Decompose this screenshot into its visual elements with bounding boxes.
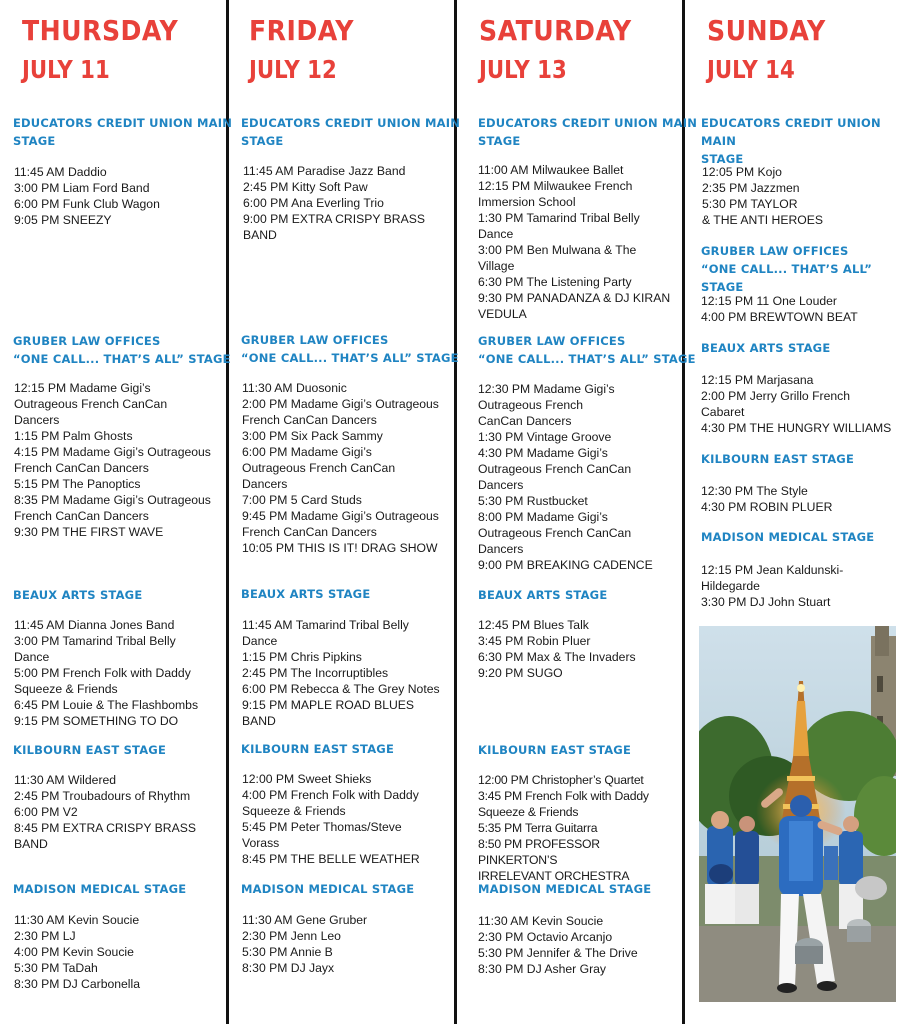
schedule-line: 6:00 PM V2	[14, 805, 78, 819]
stage-heading-beaux-arts: BEAUX ARTS STAGE	[701, 341, 831, 355]
schedule-line: 2:30 PM Jenn Leo	[242, 929, 341, 943]
stage-heading-kilbourn: KILBOURN EAST STAGE	[241, 742, 394, 756]
lineup-friday-kilbourn	[242, 771, 420, 867]
schedule-line: 11:30 AM Wildered	[14, 773, 117, 787]
stage-heading-line: “ONE CALL... THAT’S ALL” STAGE	[241, 351, 459, 365]
stage-heading-educators	[241, 114, 460, 150]
day-heading-saturday	[479, 14, 649, 84]
schedule-line: 10:05 PM THIS IS IT! DRAG SHOW	[242, 541, 438, 555]
schedule-line: 4:00 PM BREWTOWN BEAT	[701, 310, 858, 324]
schedule-line: BAND	[14, 837, 48, 851]
schedule-line: 12:15 PM 11 One Louder	[701, 294, 837, 308]
lineup-friday-beaux-arts	[242, 617, 440, 729]
schedule-line: Outrageous French CanCan	[14, 397, 168, 411]
stage-heading-beaux-arts: BEAUX ARTS STAGE	[13, 588, 143, 602]
lineup-friday-madison	[242, 912, 367, 976]
day-heading-sunday	[707, 14, 839, 84]
day-name: FRIDAY	[249, 14, 354, 47]
day-name: SATURDAY	[479, 14, 632, 47]
schedule-line: 1:15 PM Palm Ghosts	[14, 429, 133, 443]
schedule-line: 11:45 AM Paradise Jazz Band	[243, 164, 406, 178]
schedule-line: 1:15 PM Chris Pipkins	[242, 650, 362, 664]
stage-heading-line: GRUBER LAW OFFICES	[241, 333, 389, 347]
day-name: SUNDAY	[707, 14, 826, 47]
schedule-line: 9:15 PM SOMETHING TO DO	[14, 714, 179, 728]
schedule-line: 4:30 PM THE HUNGRY WILLIAMS	[701, 421, 892, 435]
lineup-thursday-beaux-arts	[14, 617, 198, 729]
schedule-line: 7:00 PM 5 Card Studs	[242, 493, 362, 507]
schedule-line: 12:15 PM Madame Gigi’s	[14, 381, 151, 395]
schedule-line: 3:00 PM Liam Ford Band	[14, 181, 150, 195]
schedule-line: Dancers	[478, 478, 524, 492]
schedule-line: 5:35 PM Terra Guitarra	[478, 821, 598, 835]
day-heading-friday	[249, 14, 366, 84]
stage-heading-kilbourn: KILBOURN EAST STAGE	[478, 743, 631, 757]
schedule-line: 4:30 PM Madame Gigi’s	[478, 446, 608, 460]
schedule-line: French CanCan Dancers	[14, 509, 149, 523]
schedule-line: 4:00 PM French Folk with Daddy	[242, 788, 419, 802]
schedule-line: Dancers	[478, 542, 524, 556]
schedule-line: 9:30 PM PANADANZA & DJ KIRAN	[478, 291, 671, 305]
stage-heading-line: GRUBER LAW OFFICES	[13, 334, 161, 348]
stage-heading-madison: MADISON MEDICAL STAGE	[478, 882, 652, 896]
lineup-friday-educators	[243, 163, 425, 243]
schedule-line: 12:00 PM Sweet Shieks	[242, 772, 372, 786]
stage-heading-line: EDUCATORS CREDIT UNION MAIN	[13, 116, 233, 130]
schedule-line: 12:30 PM Madame Gigi’s	[478, 382, 615, 396]
stage-heading-educators	[13, 114, 232, 150]
schedule-line: Dance	[478, 227, 514, 241]
stage-heading-line: GRUBER LAW OFFICES	[701, 244, 849, 258]
schedule-line: 2:35 PM Jazzmen	[702, 181, 800, 195]
schedule-line: 4:00 PM Kevin Soucie	[14, 945, 134, 959]
stage-heading-line: GRUBER LAW OFFICES	[478, 334, 626, 348]
stage-heading-line: EDUCATORS CREDIT UNION MAIN	[478, 116, 698, 130]
schedule-line: Outrageous French CanCan	[478, 462, 632, 476]
lineup-sunday-madison	[701, 562, 843, 610]
schedule-line: Cabaret	[701, 405, 745, 419]
schedule-line: 11:45 AM Tamarind Tribal Belly	[242, 618, 409, 632]
schedule-line: 11:30 AM Duosonic	[242, 381, 347, 395]
schedule-line: 3:30 PM DJ John Stuart	[701, 595, 831, 609]
stage-heading-beaux-arts: BEAUX ARTS STAGE	[241, 587, 371, 601]
schedule-line: 2:00 PM Madame Gigi’s Outrageous	[242, 397, 439, 411]
lineup-saturday-kilbourn	[478, 772, 682, 884]
stage-heading-gruber	[13, 332, 231, 368]
schedule-line: 12:05 PM Kojo	[702, 165, 782, 179]
schedule-line: VEDULA	[478, 307, 527, 321]
schedule-line: 9:05 PM SNEEZY	[14, 213, 112, 227]
schedule-line: 8:45 PM THE BELLE WEATHER	[242, 852, 420, 866]
lineup-thursday-gruber	[14, 380, 211, 540]
schedule-line: Dance	[242, 634, 278, 648]
schedule-line: 9:30 PM THE FIRST WAVE	[14, 525, 164, 539]
lineup-sunday-beaux-arts	[701, 372, 891, 436]
stage-heading-gruber	[241, 331, 459, 367]
schedule-line: Outrageous French CanCan	[242, 461, 396, 475]
column-divider	[682, 0, 685, 1024]
schedule-line: 11:00 AM Milwaukee Ballet	[478, 163, 624, 177]
stage-heading-line: STAGE	[701, 152, 744, 166]
lineup-thursday-educators	[14, 164, 160, 228]
lineup-sunday-educators	[702, 164, 823, 228]
schedule-line: 6:00 PM Ana Everling Trio	[243, 196, 384, 210]
schedule-line: 2:45 PM The Incorruptibles	[242, 666, 389, 680]
day-heading-thursday	[22, 14, 196, 84]
schedule-line: 8:30 PM DJ Carbonella	[14, 977, 140, 991]
schedule-line: French CanCan Dancers	[14, 461, 149, 475]
schedule-line: 6:45 PM Louie & The Flashbombs	[14, 698, 199, 712]
schedule-line: Outrageous French	[478, 398, 584, 412]
schedule-line: 2:30 PM Octavio Arcanjo	[478, 930, 613, 944]
schedule-line: 11:30 AM Kevin Soucie	[478, 914, 604, 928]
schedule-line: CanCan Dancers	[478, 414, 572, 428]
schedule-line: 2:45 PM Kitty Soft Paw	[243, 180, 368, 194]
stage-heading-educators	[701, 114, 910, 168]
schedule-line: 11:45 AM Dianna Jones Band	[14, 618, 175, 632]
lineup-friday-gruber	[242, 380, 439, 556]
schedule-line: 3:45 PM Robin Pluer	[478, 634, 591, 648]
column-divider	[454, 0, 457, 1024]
schedule-line: Vorass	[242, 836, 280, 850]
stage-heading-gruber	[701, 242, 910, 296]
schedule-line: French CanCan Dancers	[242, 413, 377, 427]
day-date: JULY 12	[249, 55, 337, 84]
schedule-line: 6:00 PM Madame Gigi’s	[242, 445, 372, 459]
schedule-line: 5:30 PM TaDah	[14, 961, 98, 975]
schedule-line: Village	[478, 259, 515, 273]
schedule-line: 2:00 PM Jerry Grillo French	[701, 389, 850, 403]
schedule-line: 12:00 PM Christopher’s Quartet	[478, 773, 644, 787]
schedule-line: Squeeze & Friends	[242, 804, 346, 818]
lineup-saturday-educators	[478, 162, 678, 322]
stage-heading-line: EDUCATORS CREDIT UNION MAIN	[701, 116, 881, 148]
schedule-line: Squeeze & Friends	[14, 682, 118, 696]
schedule-line: Outrageous French CanCan	[478, 526, 632, 540]
schedule-line: 4:15 PM Madame Gigi’s Outrageous	[14, 445, 211, 459]
schedule-line: 8:30 PM DJ Asher Gray	[478, 962, 607, 976]
lineup-saturday-beaux-arts	[478, 617, 636, 681]
schedule-line: 8:30 PM DJ Jayx	[242, 961, 335, 975]
schedule-line: 5:30 PM TAYLOR	[702, 197, 798, 211]
stage-heading-gruber	[478, 332, 696, 368]
schedule-line: 1:30 PM Vintage Groove	[478, 430, 612, 444]
schedule-line: BAND	[242, 714, 276, 728]
schedule-line: 11:30 AM Kevin Soucie	[14, 913, 140, 927]
schedule-line: 5:30 PM Jennifer & The Drive	[478, 946, 638, 960]
schedule-line: 5:45 PM Peter Thomas/Steve	[242, 820, 402, 834]
schedule-line: 6:00 PM Rebecca & The Grey Notes	[242, 682, 440, 696]
stage-heading-line: EDUCATORS CREDIT UNION MAIN	[241, 116, 461, 130]
schedule-line: French CanCan Dancers	[242, 525, 377, 539]
lineup-saturday-gruber	[478, 381, 678, 573]
schedule-line: 9:20 PM SUGO	[478, 666, 563, 680]
schedule-line: 1:30 PM Tamarind Tribal Belly	[478, 211, 640, 225]
schedule-line: 3:45 PM French Folk with Daddy	[478, 789, 649, 803]
lineup-thursday-madison	[14, 912, 140, 992]
schedule-line: 9:15 PM MAPLE ROAD BLUES	[242, 698, 415, 712]
schedule-line: 11:30 AM Gene Gruber	[242, 913, 368, 927]
day-date: JULY 13	[479, 55, 567, 84]
stage-heading-madison: MADISON MEDICAL STAGE	[13, 882, 187, 896]
schedule-line: 6:00 PM Funk Club Wagon	[14, 197, 160, 211]
lineup-thursday-kilbourn	[14, 772, 196, 852]
schedule-line: 3:00 PM Six Pack Sammy	[242, 429, 383, 443]
schedule-line: 8:35 PM Madame Gigi’s Outrageous	[14, 493, 211, 507]
stage-heading-line: “ONE CALL... THAT’S ALL” STAGE	[701, 262, 873, 294]
schedule-line: 6:30 PM The Listening Party	[478, 275, 632, 289]
schedule-line: & THE ANTI HEROES	[702, 213, 823, 227]
schedule-line: 3:00 PM Tamarind Tribal Belly	[14, 634, 176, 648]
schedule-line: Immersion School	[478, 195, 576, 209]
stage-heading-educators	[478, 114, 697, 150]
schedule-line: 12:45 PM Blues Talk	[478, 618, 589, 632]
stage-heading-beaux-arts: BEAUX ARTS STAGE	[478, 588, 608, 602]
schedule-line: BAND	[243, 228, 277, 242]
schedule-line: 8:45 PM EXTRA CRISPY BRASS	[14, 821, 196, 835]
schedule-line: Dancers	[14, 413, 60, 427]
lineup-sunday-gruber	[701, 293, 858, 325]
lineup-sunday-kilbourn	[701, 483, 832, 515]
schedule-line: 12:30 PM The Style	[701, 484, 808, 498]
schedule-line: 3:00 PM Ben Mulwana & The	[478, 243, 637, 257]
stage-heading-line: “ONE CALL... THAT’S ALL” STAGE	[478, 352, 696, 366]
schedule-line: 8:00 PM Madame Gigi’s	[478, 510, 608, 524]
schedule-line: IRRELEVANT ORCHESTRA	[478, 869, 630, 883]
schedule-line: 2:30 PM LJ	[14, 929, 76, 943]
day-name: THURSDAY	[22, 14, 179, 47]
stage-heading-kilbourn: KILBOURN EAST STAGE	[701, 452, 854, 466]
stage-heading-line: “ONE CALL... THAT’S ALL” STAGE	[13, 352, 231, 366]
schedule-line: 12:15 PM Marjasana	[701, 373, 814, 387]
parade-drummers-image	[699, 626, 896, 1002]
schedule-line: 12:15 PM Milwaukee French	[478, 179, 633, 193]
schedule-line: 5:30 PM Annie B	[242, 945, 333, 959]
stage-heading-kilbourn: KILBOURN EAST STAGE	[13, 743, 166, 757]
lineup-saturday-madison	[478, 913, 638, 977]
stage-heading-line: STAGE	[478, 134, 521, 148]
schedule-line: Dance	[14, 650, 50, 664]
schedule-line: 5:30 PM Rustbucket	[478, 494, 588, 508]
schedule-line: 2:45 PM Troubadours of Rhythm	[14, 789, 191, 803]
schedule-line: 6:30 PM Max & The Invaders	[478, 650, 636, 664]
day-date: JULY 14	[707, 55, 795, 84]
stage-heading-madison: MADISON MEDICAL STAGE	[241, 882, 415, 896]
stage-heading-line: STAGE	[13, 134, 56, 148]
schedule-line: Hildegarde	[701, 579, 760, 593]
schedule-line: 8:50 PM PROFESSOR PINKERTON’S	[478, 837, 600, 867]
stage-heading-madison: MADISON MEDICAL STAGE	[701, 530, 875, 544]
schedule-line: 9:45 PM Madame Gigi’s Outrageous	[242, 509, 439, 523]
festival-photo	[699, 626, 896, 1002]
schedule-line: 4:30 PM ROBIN PLUER	[701, 500, 833, 514]
schedule-line: 9:00 PM EXTRA CRISPY BRASS	[243, 212, 425, 226]
schedule-line: 9:00 PM BREAKING CADENCE	[478, 558, 653, 572]
schedule-line: 5:15 PM The Panoptics	[14, 477, 141, 491]
stage-heading-line: STAGE	[241, 134, 284, 148]
schedule-line: Squeeze & Friends	[478, 805, 579, 819]
schedule-line: 5:00 PM French Folk with Daddy	[14, 666, 191, 680]
schedule-line: Dancers	[242, 477, 288, 491]
schedule-line: 12:15 PM Jean Kaldunski-	[701, 563, 844, 577]
day-date: JULY 11	[22, 55, 110, 84]
schedule-line: 11:45 AM Daddio	[14, 165, 107, 179]
column-divider	[226, 0, 229, 1024]
